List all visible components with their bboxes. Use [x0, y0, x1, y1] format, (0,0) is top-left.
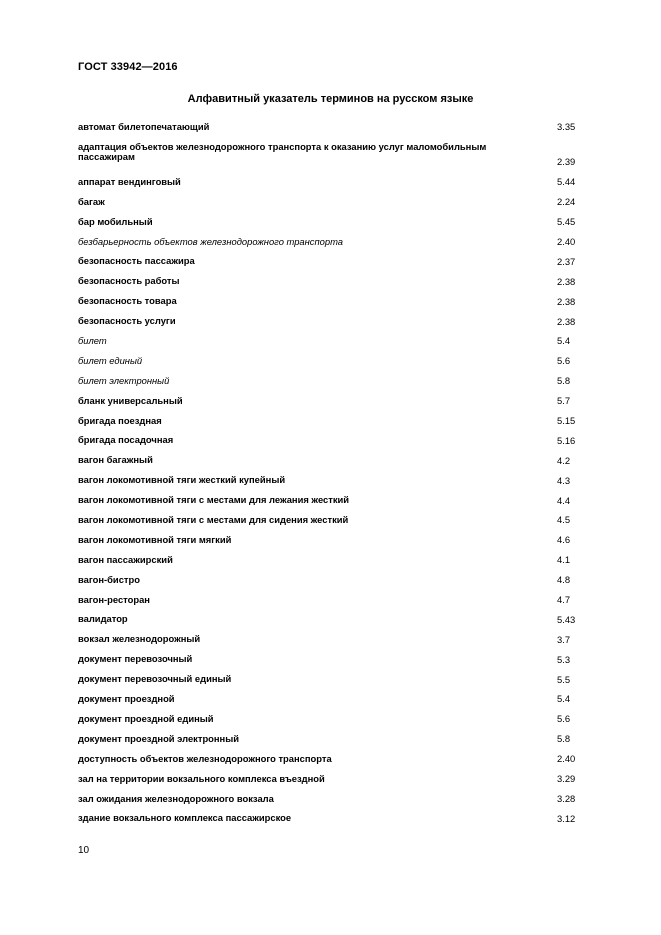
- index-entry: [78, 629, 584, 649]
- index-reference: 2.24: [557, 196, 576, 208]
- index-reference: 2.38: [557, 275, 576, 287]
- index-entry: [78, 430, 584, 450]
- index-reference: 5.4: [557, 335, 571, 347]
- index-term: валидатор: [78, 613, 128, 625]
- index-term: бригада посадочная: [78, 434, 174, 446]
- index-reference: 3.35: [557, 121, 576, 133]
- section-title: Алфавитный указатель терминов на русском языке: [187, 93, 474, 105]
- index-term: вагон пассажирский: [78, 553, 173, 565]
- index-term: безопасность услуги: [78, 315, 176, 327]
- index-term: вагон локомотивной тяги мягкий: [78, 533, 232, 545]
- index-entry: [78, 669, 584, 689]
- index-entry: [78, 649, 584, 669]
- index-term: багаж: [78, 195, 105, 207]
- index-term: автомат билетопечатающий: [78, 121, 210, 132]
- index-reference: 5.8: [557, 733, 571, 745]
- index-term: вагон локомотивной тяги с местами для лежания жесткий: [78, 494, 350, 506]
- index-term: безопасность товара: [78, 295, 177, 307]
- index-term: вагон-бистро: [78, 573, 140, 585]
- index-entry: [78, 371, 584, 391]
- index-term: бар мобильный: [78, 215, 153, 227]
- index-entry: [78, 749, 584, 769]
- index-reference: 4.2: [557, 454, 571, 466]
- index-reference: 4.3: [557, 474, 571, 486]
- index-term: бригада поездная: [78, 414, 162, 426]
- index-entry: [78, 291, 584, 311]
- page-number: 10: [78, 845, 90, 856]
- index-term: доступность объектов железнодорожного транспорта: [78, 752, 332, 764]
- index-entry: [78, 510, 584, 530]
- index-reference: 3.28: [557, 792, 576, 804]
- index-reference: 5.3: [557, 653, 571, 665]
- index-term: вагон локомотивной тяги жесткий купейный: [78, 474, 286, 486]
- index-term: бланк универсальный: [78, 394, 183, 406]
- index-term: безопасность работы: [78, 275, 180, 287]
- index-term: безопасность пассажира: [78, 255, 195, 267]
- index-reference: 4.8: [557, 574, 571, 586]
- index-term: адаптация объектов железнодорожного транспорта к оказанию услуг маломобильным пассажирам: [78, 140, 487, 163]
- index-reference: 5.45: [557, 216, 576, 228]
- index-term: безбарьерность объектов железнодорожного транспорта: [78, 235, 343, 247]
- index-entry: [78, 411, 584, 431]
- index-reference: 3.7: [557, 633, 571, 645]
- index-entry: [78, 470, 584, 490]
- index-term: документ проездной электронный: [78, 732, 239, 744]
- index-term: вокзал железнодорожный: [78, 633, 201, 645]
- index-entry: [78, 232, 584, 252]
- index-reference: 5.43: [557, 613, 576, 625]
- index-reference: 5.15: [557, 414, 576, 426]
- index-entry: [78, 192, 584, 212]
- index-term: билет единый: [78, 354, 143, 366]
- index-reference: 2.37: [557, 255, 576, 267]
- index-term: документ проездной: [78, 693, 175, 705]
- index-reference: 2.38: [557, 315, 576, 327]
- term-index-list: [78, 117, 584, 828]
- index-term: вагон локомотивной тяги с местами для сидения жесткий: [78, 514, 349, 526]
- index-reference: 3.29: [557, 773, 576, 784]
- index-entry: [78, 550, 584, 570]
- index-reference: 5.4: [557, 693, 571, 705]
- index-reference: 5.44: [557, 176, 576, 188]
- index-entry: [78, 450, 584, 470]
- index-reference: 4.4: [557, 494, 571, 506]
- index-term: вагон багажный: [78, 454, 153, 466]
- index-entry: [78, 769, 584, 789]
- index-reference: 2.40: [557, 753, 576, 765]
- index-reference: 5.8: [557, 375, 571, 387]
- index-reference: 2.39: [557, 156, 576, 168]
- index-reference: 5.5: [557, 673, 571, 685]
- index-reference: 4.6: [557, 534, 571, 546]
- index-reference: 5.16: [557, 434, 576, 446]
- index-entry: [78, 331, 584, 351]
- index-reference: 4.1: [557, 554, 571, 566]
- index-term: зал ожидания железнодорожного вокзала: [78, 792, 274, 804]
- index-reference: 5.7: [557, 395, 571, 407]
- index-term: билет: [78, 335, 107, 347]
- index-entry: [78, 530, 584, 550]
- index-entry: [78, 117, 584, 137]
- index-term: аппарат вендинговый: [78, 175, 181, 187]
- index-reference: 2.38: [557, 295, 576, 307]
- index-entry: [78, 570, 584, 590]
- index-entry: [78, 137, 584, 172]
- index-reference: 5.6: [557, 713, 571, 725]
- index-term: зал на территории вокзального комплекса въездной: [78, 772, 325, 784]
- index-reference: 2.40: [557, 235, 576, 247]
- index-term: билет электронный: [78, 374, 170, 386]
- index-entry: [78, 808, 584, 828]
- index-entry: [78, 212, 584, 232]
- index-term: документ перевозочный: [78, 653, 193, 665]
- index-entry: [78, 709, 584, 729]
- index-entry: [78, 609, 584, 629]
- index-entry: [78, 689, 584, 709]
- index-reference: 3.12: [557, 812, 576, 824]
- index-reference: 4.5: [557, 514, 571, 526]
- index-entry: [78, 251, 584, 271]
- index-entry: [78, 590, 584, 610]
- index-reference: 4.7: [557, 593, 571, 605]
- index-entry: [78, 789, 584, 809]
- index-term: здание вокзального комплекса пассажирское: [78, 812, 292, 824]
- index-term: документ перевозочный единый: [78, 673, 232, 685]
- document-header: ГОСТ 33942—2016: [78, 61, 178, 73]
- index-entry: [78, 311, 584, 331]
- index-entry: [78, 351, 584, 371]
- index-entry: [78, 729, 584, 749]
- index-entry: [78, 490, 584, 510]
- index-entry: [78, 172, 584, 192]
- index-entry: [78, 391, 584, 411]
- index-entry: [78, 271, 584, 291]
- index-reference: 5.6: [557, 355, 571, 367]
- index-term: вагон-ресторан: [78, 593, 150, 605]
- index-term: документ проездной единый: [78, 712, 214, 724]
